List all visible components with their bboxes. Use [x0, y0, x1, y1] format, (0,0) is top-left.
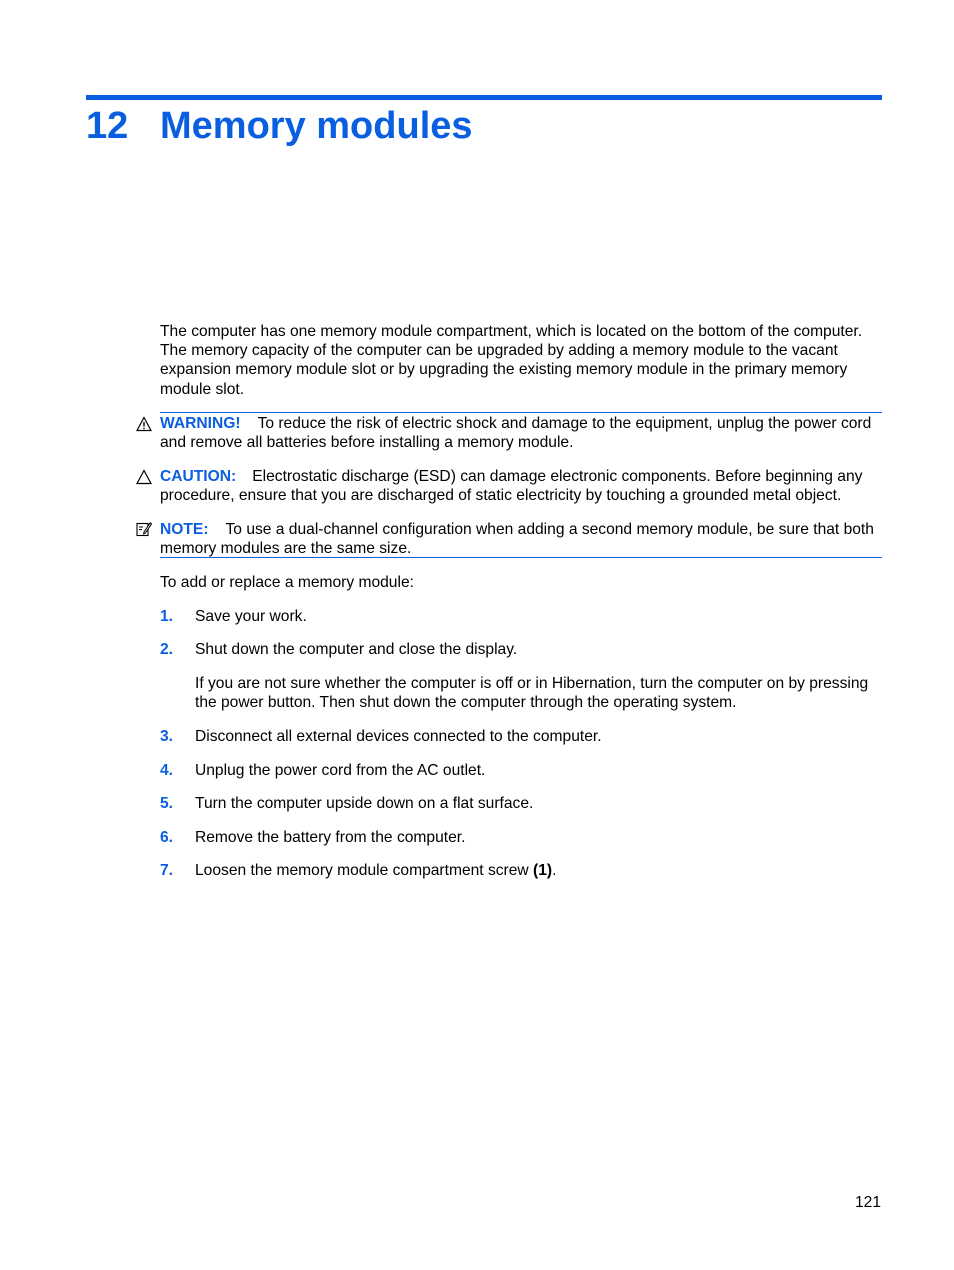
- caution-label: CAUTION:: [160, 468, 237, 485]
- procedure-intro: To add or replace a memory module:: [160, 574, 414, 591]
- step-text: Shut down the computer and close the display.: [195, 641, 518, 658]
- step-text: Remove the battery from the computer.: [195, 829, 466, 846]
- chapter-title-text: Memory modules: [160, 105, 473, 147]
- caution-notice: [160, 467, 885, 505]
- note-label: NOTE:: [160, 521, 209, 538]
- step-text: Unplug the power cord from the AC outlet.: [195, 762, 486, 779]
- step-text: Disconnect all external devices connected to the computer.: [195, 728, 602, 745]
- callout-reference: (1): [533, 862, 553, 879]
- warning-text: To reduce the risk of electric shock and damage to the equipment, unplug the power cord and remove all batteries before installing a memory module.: [160, 415, 872, 452]
- warning-triangle-icon: [136, 416, 152, 432]
- step-number: 1.: [160, 608, 174, 625]
- step-number: 4.: [160, 762, 174, 779]
- note-text: To use a dual-channel configuration when adding a second memory module, be sure that both memory modules are the same size.: [160, 521, 874, 558]
- warning-label: WARNING!: [160, 415, 241, 432]
- chapter-rule: [86, 95, 882, 100]
- page-number: 121: [855, 1194, 882, 1211]
- step-subtext: If you are not sure whether the computer is off or in Hibernation, turn the computer on by pressing the power button. Then shut down the computer through the operating system.: [195, 675, 869, 712]
- intro-paragraph: The computer has one memory module compartment, which is located on the bottom of the computer. The memory capacity of the computer can be upgraded by adding a memory module to the vacant expansion memory module slot or by upgrading the existing memory module in the primary memory module slot.: [160, 323, 863, 398]
- notice-bottom-rule: [160, 557, 882, 558]
- chapter-number: 12: [86, 105, 129, 147]
- caution-triangle-icon: [136, 469, 152, 485]
- step-number: 5.: [160, 795, 174, 812]
- step-text-end: .: [552, 862, 557, 879]
- step-number: 7.: [160, 862, 174, 879]
- chapter-title: [86, 102, 473, 150]
- step-text-main: Loosen the memory module compartment screw: [195, 862, 534, 879]
- step-number: 3.: [160, 728, 174, 745]
- step-text: [195, 861, 885, 880]
- notice-top-rule: [160, 412, 882, 413]
- step-number: 2.: [160, 641, 174, 658]
- caution-text: Electrostatic discharge (ESD) can damage electronic components. Before beginning any procedure, ensure that you are discharged of static electricity by touching a grounded metal object.: [160, 468, 863, 505]
- note-pencil-icon: [136, 521, 152, 537]
- step-text: Save your work.: [195, 608, 307, 625]
- warning-notice: [160, 414, 885, 452]
- note-notice: [160, 520, 885, 558]
- step-number: 6.: [160, 829, 174, 846]
- step-text: Turn the computer upside down on a flat surface.: [195, 795, 534, 812]
